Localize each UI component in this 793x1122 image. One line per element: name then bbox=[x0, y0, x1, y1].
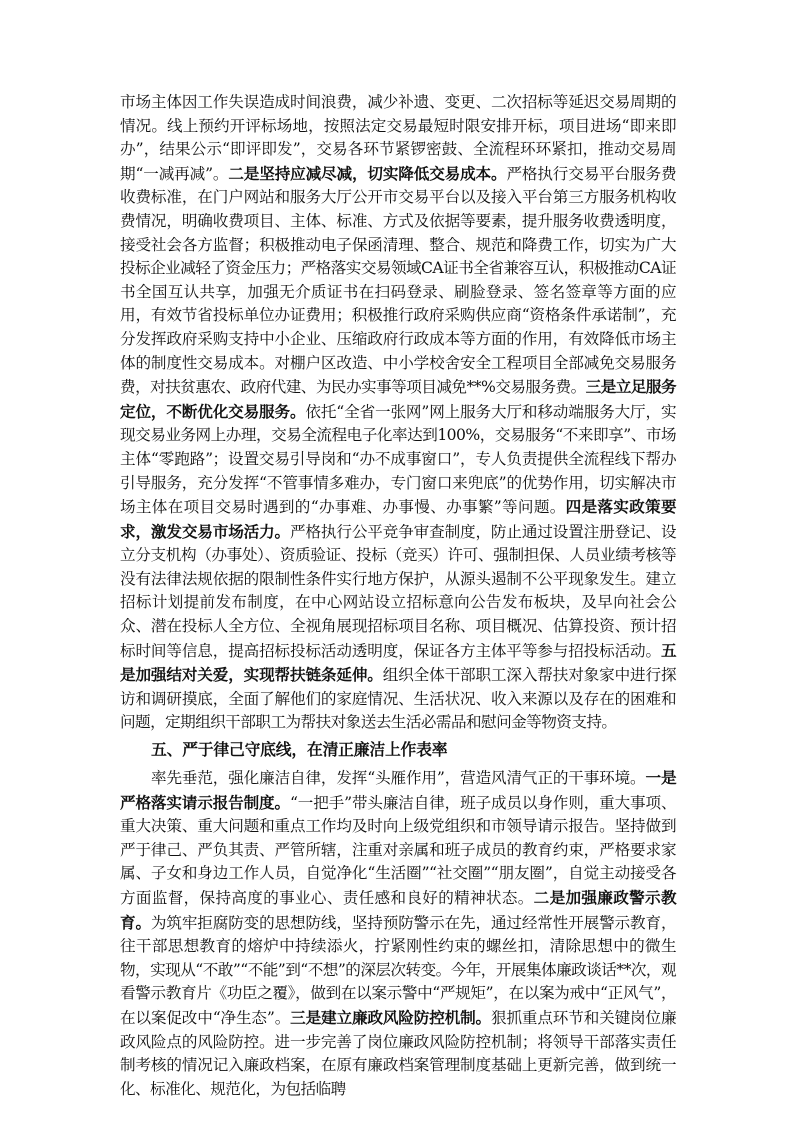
bold-lead-2: 二是坚持应减尽减，切实降低交易成本。 bbox=[228, 163, 507, 183]
bold-lead-4: 四是落实政策要求，激发交易市场活力。 bbox=[120, 497, 676, 541]
body-text: 严格执行交易平台服务费收费标准，在门户网站和服务大厅公开市交易平台以及接入平台第三方服务机构收费情况，明确收费项目、主体、标准、方式及依据等要素，提升服务收费透明度，接受社会各方监督；积极推动电子保函清理、整合、规范和降费工作，切实为广大投标企业减轻了资金压力；严格落实交易领域CA证书全省兼容互认，积极推动CA证书全国互认共享，加强无介质证书在扫码登录、刷脸登录、签名签章等方面的应用，有效节省投标单位办证费用；积极推行政府采购供应商“资格条件承诺制”，充分发挥政府采购支持中小企业、压缩政府行政成本等方面的作用，有效降低市场主体的制度性交易成本。对棚户区改造、中小学校舍安全工程项目全部减免交易服务费，对扶贫惠农、政府代建、为民办实事等项目减免**%交易服务费。 bbox=[120, 164, 676, 397]
body-text: “一把手”带头廉洁自律，班子成员以身作则，重大事项、重大决策、重大问题和重点工作均及时向上级党组织和市领导请示报告。坚持做到严于律己、严负其责、严管所辖，注重对亲属和班子成员的教育约束，严格要求家属、子女和身边工作人员，自觉净化“生活圈”“社交圈”“朋友圈”，自觉主动接受各方面监督，保持高度的事业心、责任感和良好的精神状态。 bbox=[120, 793, 676, 907]
bold-lead-5: 五是加强结对关爱，实现帮扶链条延伸。 bbox=[120, 640, 676, 685]
bold-lead-1: 一是严格落实请示报告制度。 bbox=[120, 768, 677, 812]
bold-lead-3: 三是建立廉政风险防控机制。 bbox=[290, 1007, 491, 1027]
body-text: 狠抓重点环节和关键岗位廉政风险点的风险防控。进一步完善了岗位廉政风险防控机制；将领导干部落实责任制考核的情况记入廉政档案，在原有廉政档案管理制度基础上更新完善，做到统一化、标准化、规范化，为包括临聘 bbox=[120, 1008, 676, 1098]
document-body bbox=[120, 91, 676, 1101]
body-text: 组织全体干部职工深入帮扶对象家中进行探访和调研摸底，全面了解他们的家庭情况、生活状况、收入来源以及存在的困难和问题，定期组织干部职工为帮扶对象送去生活必需品和慰问金等物资支持。 bbox=[120, 666, 676, 732]
body-text: 率先垂范，强化廉洁自律，发挥“头雁作用”，营造风清气正的干事环境。 bbox=[151, 769, 646, 788]
body-text: 依托“全省一张网”网上服务大厅和移动端服务大厅，实现交易业务网上办理，交易全流程电子化率达到100%，交易服务“不来即享”、市场主体“零跑路”；设置交易引导岗和“办不成事窗口”，专人负责提供全流程线下帮办引导服务，充分发挥“不管事情多难办，专门窗口来兜底”的优势作用，切实解决市场主体在项目交易时遇到的“办事难、办事慢、办事繁”等问题。 bbox=[120, 402, 676, 517]
bold-lead-2: 二是加强廉政警示教育。 bbox=[120, 888, 676, 932]
body-text: 市场主体因工作失误造成时间浪费，减少补遗、变更、二次招标等延迟交易周期的情况。线上预约开评标场地，按照法定交易最短时限安排开标，项目进场“即来即办”，结果公示“即评即发”，交易各环节紧锣密鼓、全流程环环紧扣，推动交易周期“一减再减”。 bbox=[120, 93, 676, 183]
body-text: 为筑牢拒腐防变的思想防线，坚持预防警示在先，通过经常性开展警示教育，往干部思想教育的熔炉中持续添火，拧紧刚性约束的螺丝扣，清除思想中的微生物，实现从“不敢”“不能”到“不想”的深层次转变。今年，开展集体廉政谈话**次，观看警示教育片《功臣之覆》，做到在以案示警中“严规矩”，在以案为戒中“正风气”，在以案促改中“净生态”。 bbox=[120, 913, 676, 1027]
paragraph-integrity bbox=[120, 766, 676, 1101]
body-text: 严格执行公平竞争审查制度，防止通过设置注册登记、设立分支机构（办事处）、资质验证、投标（竞买）许可、强制担保、人员业绩考核等没有法律法规依据的限制性条件实行地方保护，从源头遏制不公平现象发生。建立招标计划提前发布制度，在中心网站设立招标意向公告发布板块，及早向社会公众、潜在投标人全方位、全视角展现招标项目名称、项目概况、估算投资、预计招标时间等信息，提高招标投标活动透明度，保证各方主体平等参与招投标活动。 bbox=[120, 522, 676, 660]
bold-lead-3: 三是立足服务定位，不断优化交易服务。 bbox=[120, 377, 677, 421]
section-heading: 五、严于律己守底线，在清正廉洁上作表率 bbox=[151, 740, 448, 760]
paragraph-transaction-services bbox=[120, 91, 676, 735]
